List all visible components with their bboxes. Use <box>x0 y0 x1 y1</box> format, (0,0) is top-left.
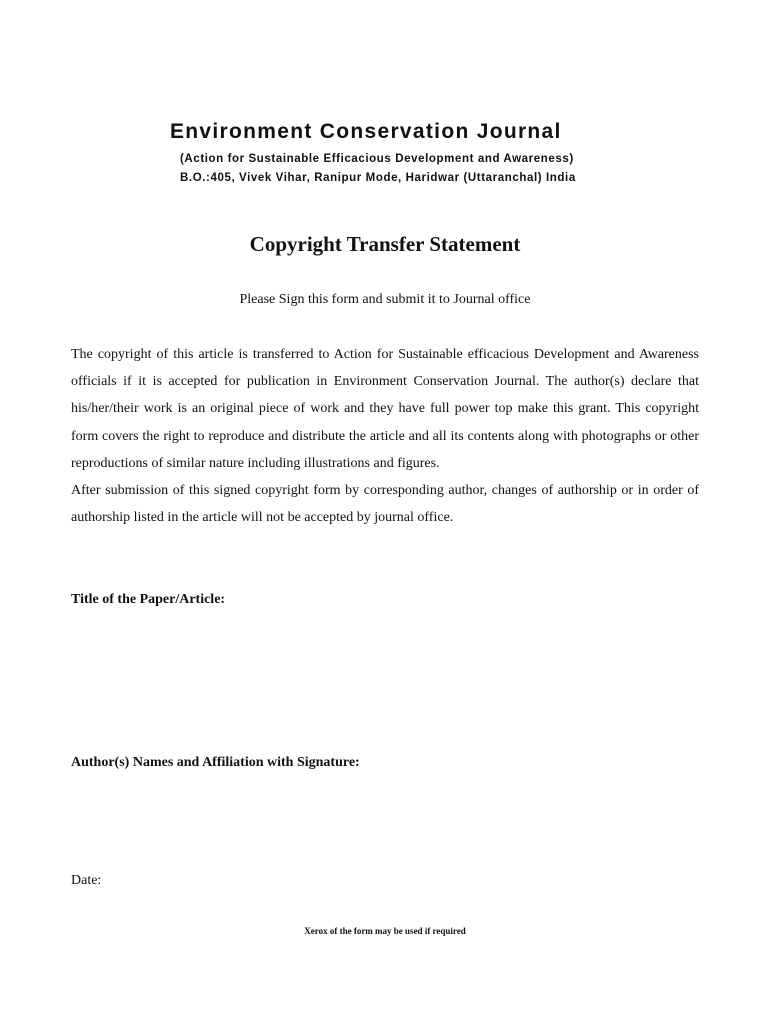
authors-field-label: Author(s) Names and Affiliation with Signature: <box>71 755 360 770</box>
date-field-area[interactable] <box>110 870 410 892</box>
statement-body <box>71 341 699 531</box>
title-field-label: Title of the Paper/Article: <box>71 592 226 607</box>
journal-subtitle: (Action for Sustainable Efficacious Development and Awareness) <box>180 153 574 165</box>
journal-name: Environment Conservation Journal <box>170 120 562 143</box>
instruction-text: Please Sign this form and submit it to Journal office <box>239 292 531 307</box>
authors-signature-area[interactable] <box>71 775 699 870</box>
footer-note: Xerox of the form may be used if required <box>304 926 466 936</box>
statement-paragraph: The copyright of this article is transferred to Action for Sustainable efficacious Development and Awareness officials if it is accepted for publication in Environment Conservation Journal. The author(s) declare that his/her/their work is an original piece of work and they have full power top make this grant. This copyright form covers the right to reproduce and distribute the article and all its contents along with photographs or other reproductions of similar nature including illustrations and figures. <box>71 347 699 471</box>
date-field-label: Date: <box>71 873 102 888</box>
document-title: Copyright Transfer Statement <box>249 232 521 256</box>
journal-address: B.O.:405, Vivek Vihar, Ranipur Mode, Haridwar (Uttaranchal) India <box>180 172 576 184</box>
statement-paragraph: After submission of this signed copyright form by corresponding author, changes of authorship or in order of authorship listed in the article will not be accepted by journal office. <box>71 483 699 526</box>
title-field-area[interactable] <box>71 612 699 752</box>
